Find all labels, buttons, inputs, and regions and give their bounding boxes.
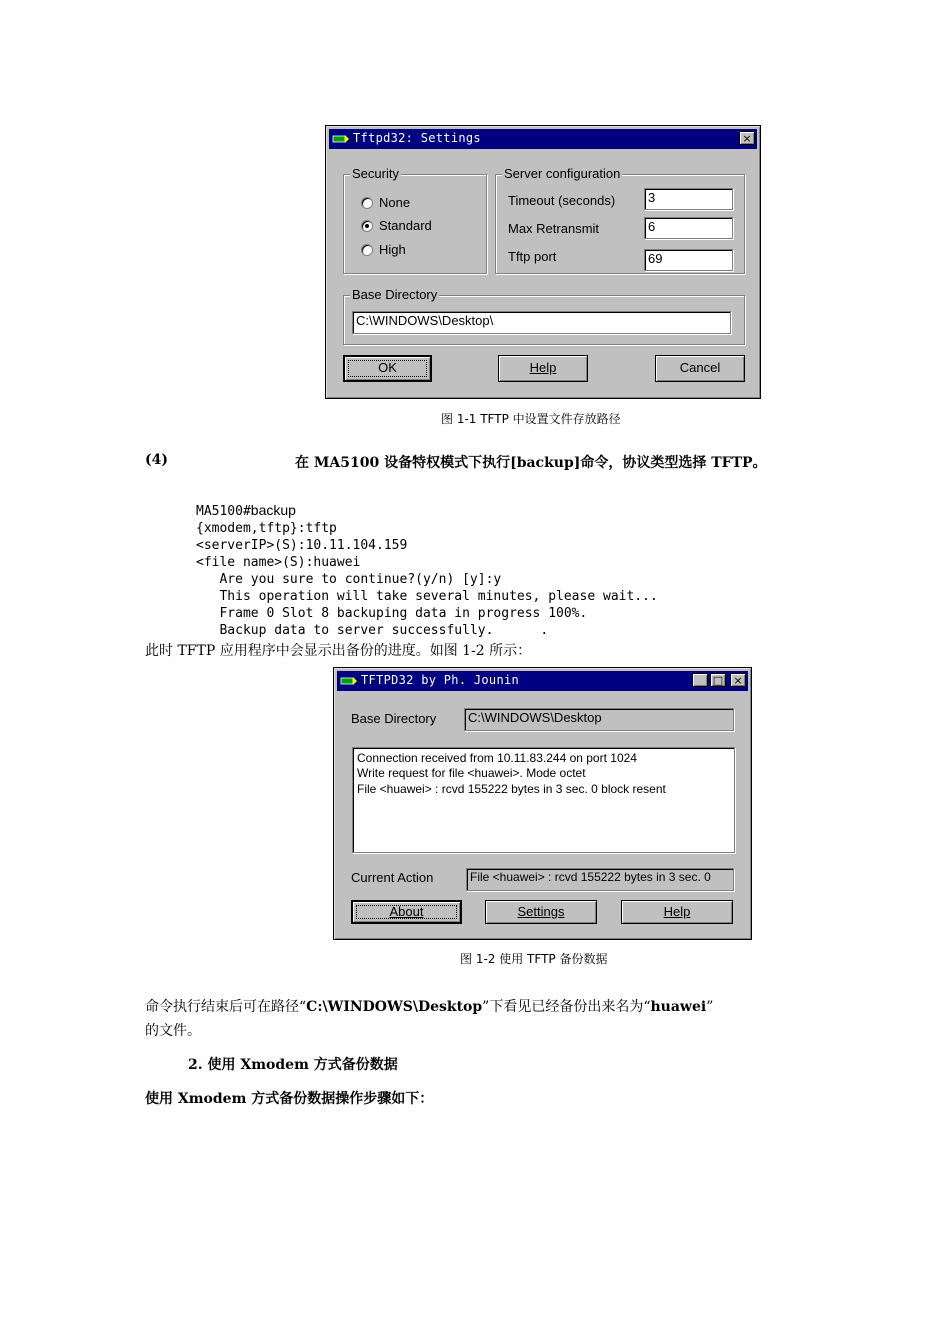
settings-label: Settings bbox=[517, 904, 565, 919]
log-line: File <huawei> : rcvd 155222 bytes in 3 sec. 0 block resent bbox=[357, 782, 666, 796]
close-icon[interactable]: × bbox=[730, 673, 746, 687]
timeout-label: Timeout (seconds) bbox=[508, 193, 616, 208]
figure-caption-1: 图 1-1 TFTP 中设置文件存放路径 bbox=[441, 412, 621, 426]
log-line: Write request for file <huawei>. Mode octet bbox=[357, 766, 586, 780]
maximize-icon[interactable]: □ bbox=[710, 673, 726, 687]
settings-button[interactable] bbox=[485, 900, 597, 924]
step4-number: (4) bbox=[145, 452, 168, 468]
base-dir-display[interactable]: C:\WINDOWS\Desktop bbox=[464, 708, 734, 731]
settings-title: Tftpd32: Settings bbox=[353, 131, 481, 145]
result-part3: ” bbox=[706, 999, 714, 1015]
figure-caption-2: 图 1-2 使用 TFTP 备份数据 bbox=[460, 952, 608, 966]
radio-none-label: None bbox=[379, 195, 411, 210]
code-line: <file name>(S):huawei bbox=[196, 555, 361, 570]
section-heading: 2. 使用 Xmodem 方式备份数据 bbox=[188, 1057, 398, 1073]
settings-dialog bbox=[325, 125, 761, 399]
code-line: This operation will take several minutes, please wait... bbox=[196, 589, 658, 604]
help-button[interactable] bbox=[621, 900, 733, 924]
tftpd-app-icon bbox=[332, 132, 350, 146]
retransmit-input[interactable]: 6 bbox=[644, 217, 733, 239]
radio-standard-label: Standard bbox=[379, 218, 432, 233]
help-label: Help bbox=[529, 360, 557, 375]
code-line: Frame 0 Slot 8 backuping data in progress 100%. bbox=[196, 606, 588, 621]
base-dir-label: Base Directory bbox=[351, 711, 437, 726]
cli-command: backup bbox=[250, 502, 296, 518]
port-label: Tftp port bbox=[508, 249, 557, 264]
ok-button[interactable] bbox=[343, 355, 432, 382]
radio-high-label: High bbox=[379, 242, 406, 257]
cancel-label: Cancel bbox=[679, 360, 721, 375]
main-title: TFTPD32 by Ph. Jounin bbox=[361, 673, 520, 687]
ok-label: OK bbox=[378, 360, 397, 375]
radio-high[interactable] bbox=[361, 244, 373, 256]
timeout-input[interactable]: 3 bbox=[644, 188, 733, 210]
result-part1: 命令执行结束后可在路径“ bbox=[145, 999, 307, 1015]
radio-standard[interactable] bbox=[361, 220, 373, 232]
security-label: Security bbox=[352, 166, 399, 181]
section-steps-intro: 使用 Xmodem 方式备份数据操作步骤如下： bbox=[145, 1091, 434, 1107]
help-button[interactable] bbox=[498, 355, 588, 382]
step4-text: 在 MA5100 设备特权模式下执行[backup]命令，协议类型选择 TFTP。 bbox=[295, 455, 767, 471]
server-config-label: Server configuration bbox=[504, 166, 621, 181]
code-line: Backup data to server successfully. . bbox=[196, 623, 549, 638]
tftpd-main-dialog bbox=[333, 667, 752, 940]
retransmit-label: Max Retransmit bbox=[508, 221, 600, 236]
about-label: About bbox=[389, 904, 424, 919]
base-dir-label: Base Directory bbox=[352, 287, 438, 302]
radio-none[interactable] bbox=[361, 197, 373, 209]
cancel-button[interactable] bbox=[655, 355, 745, 382]
result-path: C:\WINDOWS\Desktop bbox=[306, 999, 483, 1015]
result-name: huawei bbox=[650, 999, 707, 1015]
code-line: {xmodem,tftp}:tftp bbox=[196, 521, 337, 536]
port-input[interactable]: 69 bbox=[644, 249, 733, 271]
close-icon[interactable]: × bbox=[739, 131, 755, 145]
about-button[interactable] bbox=[351, 900, 462, 924]
settings-titlebar[interactable] bbox=[329, 129, 757, 149]
main-titlebar[interactable] bbox=[337, 671, 748, 691]
result-part2: ”下看见已经备份出来名为“ bbox=[482, 999, 651, 1015]
command-block bbox=[196, 502, 658, 639]
base-dir-input[interactable]: C:\WINDOWS\Desktop\ bbox=[352, 311, 731, 334]
result-line2: 的文件。 bbox=[145, 1023, 201, 1039]
tftpd-app-icon bbox=[340, 674, 358, 688]
log-line: Connection received from 10.11.83.244 on port 1024 bbox=[357, 751, 637, 765]
progress-text: 此时 TFTP 应用程序中会显示出备份的进度。如图 1-2 所示： bbox=[145, 643, 532, 659]
minimize-icon[interactable]: _ bbox=[692, 673, 708, 687]
help-label: Help bbox=[663, 904, 691, 919]
current-action-label: Current Action bbox=[351, 870, 434, 885]
log-list[interactable] bbox=[352, 747, 735, 853]
result-text bbox=[145, 996, 713, 1016]
cli-prompt: MA5100# bbox=[196, 504, 251, 519]
code-line: Are you sure to continue?(y/n) [y]:y bbox=[196, 572, 502, 587]
current-action-display[interactable]: File <huawei> : rcvd 155222 bytes in 3 sec. 0 bbox=[466, 868, 734, 891]
code-line: <serverIP>(S):10.11.104.159 bbox=[196, 538, 408, 553]
